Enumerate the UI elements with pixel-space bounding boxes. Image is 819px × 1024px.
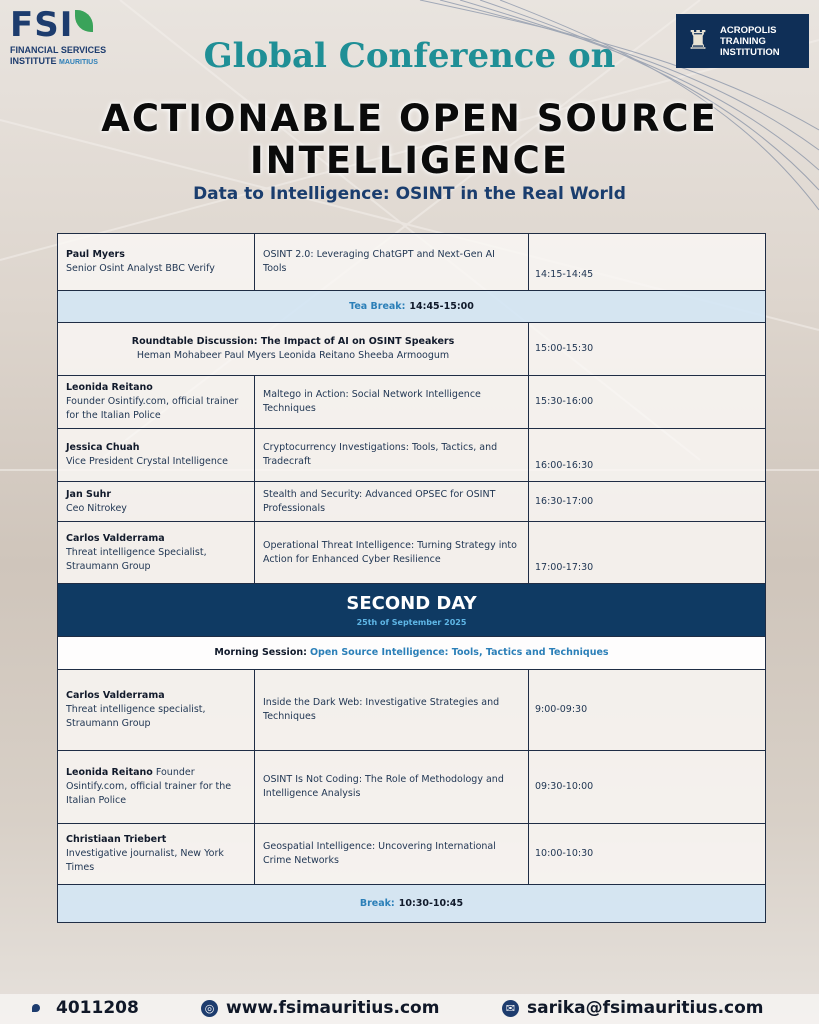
speaker-cell: Jan Suhr Ceo Nitrokey (58, 482, 255, 521)
second-day-header (58, 584, 765, 637)
schedule-table (57, 233, 766, 923)
footer-email[interactable]: ✉ sarika@fsimauritius.com (502, 998, 764, 1018)
speaker-cell: Leonida Reitano Founder Osintify.com, official trainer for the Italian Police (58, 376, 255, 428)
table-row (58, 429, 765, 482)
table-row (58, 522, 765, 584)
tea-break-row: Tea Break: 14:45-15:00 (58, 291, 765, 323)
topic-cell: Maltego in Action: Social Network Intelligence Techniques (255, 376, 529, 428)
time-cell: 17:00-17:30 (535, 562, 594, 573)
time-cell: 9:00-09:30 (535, 704, 588, 715)
time-cell: 15:00-15:30 (535, 343, 594, 354)
speaker-cell: Leonida Reitano Founder Osintify.com, official trainer for the Italian Police (58, 751, 255, 823)
mail-icon: ✉ (502, 1000, 519, 1017)
speaker-cell: Christiaan Triebert Investigative journalist, New York Times (58, 824, 255, 884)
speaker-cell: Carlos Valderrama Threat intelligence specialist, Straumann Group (58, 670, 255, 750)
time-cell: 10:00-10:30 (535, 848, 594, 859)
topic-cell: OSINT 2.0: Leveraging ChatGPT and Next-Gen AI Tools (255, 234, 529, 290)
table-row (58, 482, 765, 522)
table-row (58, 824, 765, 885)
table-row (58, 751, 765, 824)
table-row (58, 376, 765, 429)
time-cell: 16:30-17:00 (535, 495, 594, 507)
footer-contact-bar (0, 994, 819, 1024)
topic-cell: Operational Threat Intelligence: Turning Strategy into Action for Enhanced Cyber Resilience (255, 522, 529, 583)
time-cell: 16:00-16:30 (535, 460, 594, 471)
footer-website[interactable]: ◎ www.fsimauritius.com (201, 998, 439, 1018)
roundtable-row (58, 323, 765, 376)
subtitle: Data to Intelligence: OSINT in the Real World (193, 184, 626, 204)
time-cell: 15:30-16:00 (535, 396, 594, 407)
time-cell: 14:15-14:45 (535, 269, 594, 280)
time-cell: 09:30-10:00 (535, 781, 594, 792)
topic-cell: Cryptocurrency Investigations: Tools, Tactics, and Tradecraft (255, 429, 529, 481)
table-row (58, 234, 765, 291)
fsi-logo-line1: FINANCIAL SERVICES (10, 45, 107, 55)
topic-cell: Stealth and Security: Advanced OPSEC for OSINT Professionals (255, 482, 529, 521)
globe-icon: ◎ (201, 1000, 218, 1017)
table-row (58, 670, 765, 751)
acropolis-logo-text: ACROPOLIS TRAINING INSTITUTION (720, 24, 780, 58)
day-date: 25th of September 2025 (356, 618, 467, 627)
footer-phone[interactable]: 4011208 (32, 998, 139, 1018)
fsi-logo-line2: INSTITUTE MAURITIUS (10, 56, 98, 66)
fsi-logo-mark: FSI (10, 8, 120, 42)
topic-cell: Inside the Dark Web: Investigative Strategies and Techniques (255, 670, 529, 750)
topic-cell: Geospatial Intelligence: Uncovering International Crime Networks (255, 824, 529, 884)
speaker-cell: Paul Myers Senior Osint Analyst BBC Verify (58, 234, 255, 290)
speaker-cell: Carlos Valderrama Threat intelligence Specialist, Straumann Group (58, 522, 255, 583)
phone-icon (32, 1004, 40, 1012)
topic-cell: OSINT Is Not Coding: The Role of Methodology and Intelligence Analysis (255, 751, 529, 823)
day-title: SECOND DAY (346, 593, 477, 614)
conference-title: Global Conference on (203, 36, 616, 76)
speaker-cell: Jessica Chuah Vice President Crystal Intelligence (58, 429, 255, 481)
break-row: Break: 10:30-10:45 (58, 885, 765, 922)
main-title: ACTIONABLE OPEN SOURCE INTELLIGENCE (101, 97, 718, 182)
lighthouse-icon: ♜ (686, 26, 710, 56)
morning-session-row: Morning Session: Open Source Intelligence: Tools, Tactics and Techniques (58, 637, 765, 670)
leaf-icon (75, 10, 93, 32)
roundtable-cell: Roundtable Discussion: The Impact of AI on OSINT Speakers Heman Mohabeer Paul Myers Leonida Reitano Sheeba Armoogum (58, 323, 529, 375)
